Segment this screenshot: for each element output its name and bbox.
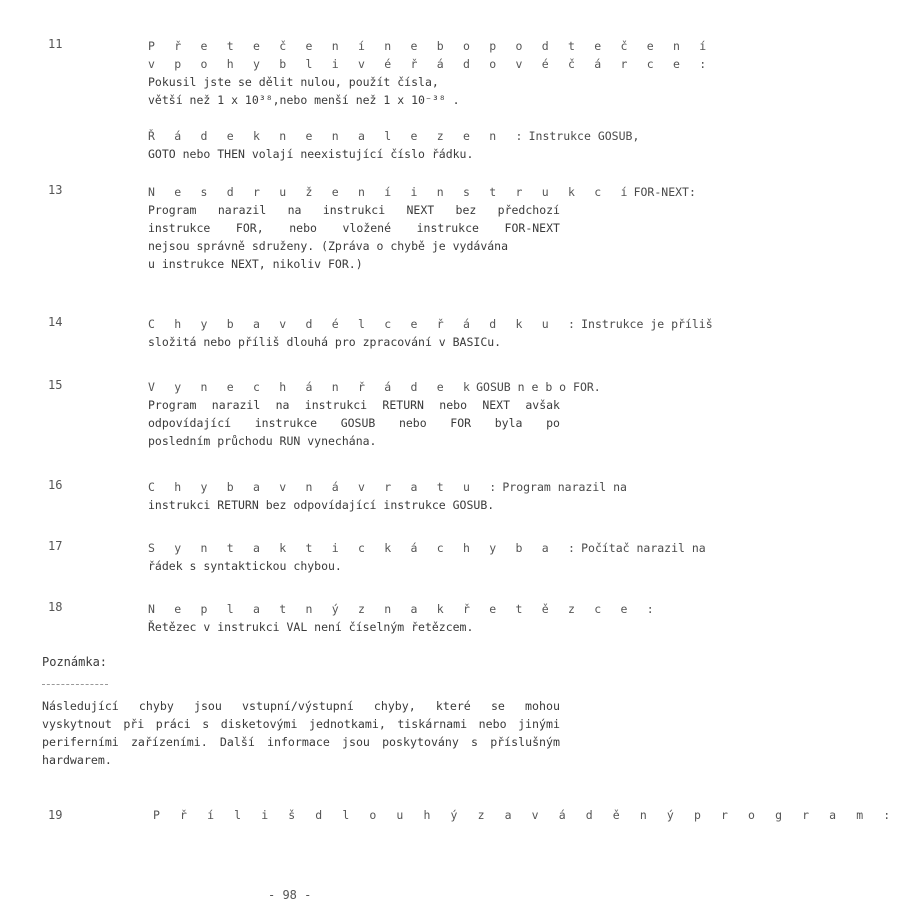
error-number: 14 — [48, 315, 63, 329]
error-content — [148, 315, 713, 369]
error-heading-line — [148, 183, 696, 201]
error-paragraph — [148, 183, 696, 273]
description-line: nejsou správně sdruženy. (Zpráva o chybě je vydávána — [148, 239, 509, 253]
description-line: Program narazil na instrukci NEXT bez předchozí — [148, 203, 560, 217]
error-number: 11 — [48, 37, 63, 51]
error-content — [148, 600, 660, 654]
error-heading: P ř í l i š d l o u h ý z a v á d ě n ý p r o g r a m : — [153, 808, 897, 822]
error-heading: N e s d r u ž e n í i n s t r u k c í — [148, 185, 634, 199]
description-line: větší než 1 x 10³⁸,nebo menší než 1 x 10⁻³⁸ . — [148, 93, 460, 107]
note-title: Poznámka: — [42, 655, 108, 669]
note-line: hardwarem. — [42, 753, 112, 767]
error-heading: Ř á d e k n e n a l e z e n : — [148, 129, 529, 143]
note-line: vyskytnout při práci s disketovými jednotkami, tiskárnami nebo jinými — [42, 717, 560, 731]
error-heading-line — [148, 539, 706, 557]
note-line: periferními zařízeními. Další informace jsou poskytovány s příslušným — [42, 735, 560, 749]
error-heading-line — [148, 478, 627, 496]
error-description-start: GOSUB n e b o FOR. — [476, 380, 601, 394]
error-number: 19 — [48, 808, 63, 822]
error-description-start: Instrukce je příliš — [581, 317, 713, 331]
error-heading-line — [148, 55, 713, 73]
description-line: GOTO nebo THEN volají neexistující číslo řádku. — [148, 147, 474, 161]
error-number: 16 — [48, 478, 63, 492]
error-paragraph — [148, 478, 627, 514]
error-paragraph — [148, 539, 706, 575]
error-number: 15 — [48, 378, 63, 392]
error-heading: S y n t a k t i c k á c h y b a : — [148, 541, 582, 555]
description-line: odpovídající instrukce GOSUB nebo FOR byla po — [148, 416, 560, 430]
error-paragraph — [148, 127, 640, 163]
error-paragraph — [148, 600, 660, 636]
error-heading-line — [148, 378, 601, 396]
error-description-start: FOR-NEXT: — [633, 185, 696, 199]
description-line: instrukci RETURN bez odpovídající instrukce GOSUB. — [148, 498, 495, 512]
error-heading-line — [148, 315, 713, 333]
description-line: řádek s syntaktickou chybou. — [148, 559, 342, 573]
error-content — [148, 378, 601, 468]
error-content — [148, 478, 627, 532]
description-line: posledním průchodu RUN vynechána. — [148, 434, 377, 448]
error-description-start: Instrukce GOSUB, — [528, 129, 640, 143]
error-content — [148, 539, 706, 593]
error-heading-line — [148, 127, 640, 145]
error-heading: C h y b a v n á v r a t u : — [148, 480, 503, 494]
description-line: Program narazil na instrukci RETURN nebo NEXT avšak — [148, 398, 560, 412]
error-description-start: Počítač narazil na — [581, 541, 706, 555]
error-number: 17 — [48, 539, 63, 553]
error-heading: V y n e c h á n ř á d e k — [148, 380, 477, 394]
description-line: složitá nebo příliš dlouhá pro zpracování v BASICu. — [148, 335, 502, 349]
error-heading-line — [148, 600, 660, 618]
error-paragraph — [148, 378, 601, 450]
error-number: 18 — [48, 600, 63, 614]
error-content — [148, 37, 713, 181]
error-heading-line — [148, 37, 713, 55]
description-line: u instrukce NEXT, nikoliv FOR.) — [148, 257, 363, 271]
description-line: instrukce FOR, nebo vložené instrukce FOR-NEXT — [148, 221, 560, 235]
page-number: - 98 - — [268, 888, 312, 902]
error-heading: N e p l a t n ý z n a k ř e t ě z c e : — [148, 602, 660, 616]
error-paragraph — [148, 37, 713, 109]
error-paragraph — [148, 315, 713, 351]
description-line: Řetězec v instrukci VAL není číselným řetězcem. — [148, 620, 474, 634]
error-description-start: Program narazil na — [502, 480, 627, 494]
error-content — [148, 183, 696, 291]
note-line: Následující chyby jsou vstupní/výstupní chyby, které se mohou — [42, 699, 560, 713]
error-heading: v p o h y b l i v é ř á d o v é č á r c e : — [148, 57, 713, 71]
error-heading: P ř e t e č e n í n e b o p o d t e č e n í — [148, 39, 713, 53]
description-line: Pokusil jste se dělit nulou, použít čísla, — [148, 75, 439, 89]
note-underline — [42, 684, 108, 685]
error-heading: C h y b a v d é l c e ř á d k u : — [148, 317, 582, 331]
error-number: 13 — [48, 183, 63, 197]
note-body — [42, 697, 560, 769]
